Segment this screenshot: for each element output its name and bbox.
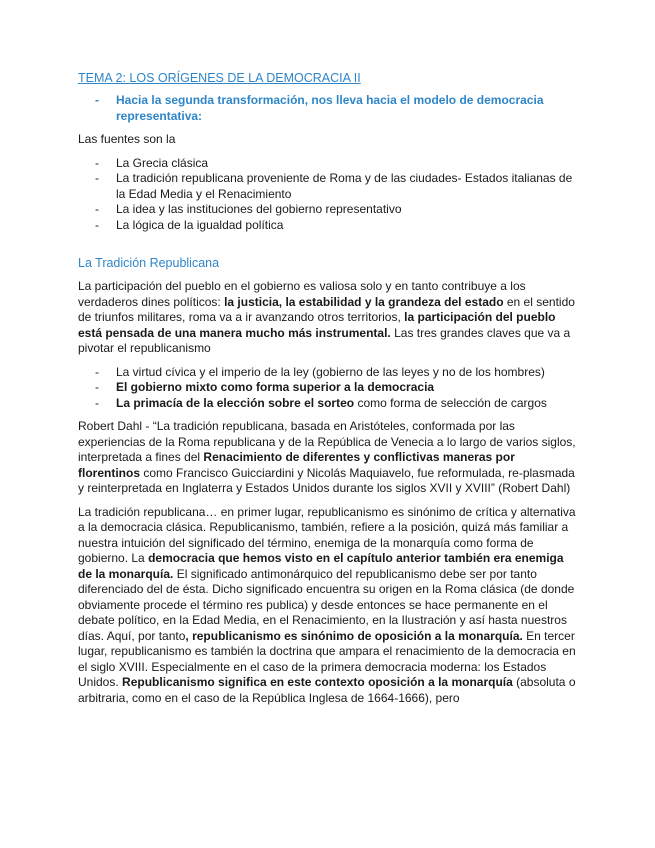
text-run: La tradición republicana… en primer lugar, republicanismo es sinónimo de crítica y alternativa a la democracia clásica. Republicanismo, también, refiere a la posición, quizá más familiar a nuestra intuición del significado del término, enemiga de la monarquía como forma de gobierno. La bbox=[78, 504, 576, 565]
list-item bbox=[78, 218, 578, 234]
text-run: como forma de selección de cargos bbox=[354, 395, 547, 410]
bold-run: Renacimiento de diferentes y conflictivas maneras por florentinos bbox=[78, 450, 515, 480]
sources-list bbox=[78, 156, 578, 234]
list-item bbox=[78, 202, 578, 218]
paragraph-participation bbox=[78, 279, 578, 357]
section-heading: La Tradición Republicana bbox=[78, 256, 220, 270]
bold-run: Republicanismo significa en este contexto oposición a la monarquía bbox=[122, 675, 513, 689]
list-item-text: El gobierno mixto como forma superior a la democracia bbox=[116, 380, 435, 394]
list-item bbox=[78, 156, 578, 172]
keys-list bbox=[78, 365, 578, 412]
text-run: en el sentido de triunfos militares, roma va a ir avanzando otros territorios, bbox=[78, 294, 575, 324]
document-title: TEMA 2: LOS ORÍGENES DE LA DEMOCRACIA II bbox=[78, 71, 361, 85]
text-run: Robert Dahl - “La tradición republicana, basada en Aristóteles, conformada por las experiencias de la Roma republicana y de la República de Venecia a lo largo de varios siglos, interpretada a fines del bbox=[78, 419, 576, 464]
dash-bullet: - bbox=[95, 380, 99, 394]
dash-bullet: - bbox=[95, 155, 99, 170]
list-item bbox=[78, 396, 578, 412]
bold-run: la participación del pueblo está pensada de una manera mucho más instrumental. bbox=[78, 310, 556, 340]
list-item-text: La lógica de la igualdad política bbox=[116, 217, 284, 232]
sources-intro: Las fuentes son la bbox=[78, 132, 176, 146]
text-run: (absoluta o arbitraria, como en el caso de la República Inglesa de 1664-1666), pero bbox=[78, 675, 576, 705]
bold-run: democracia que hemos visto en el capítulo anterior también era enemiga de la monarquía. bbox=[78, 551, 564, 581]
text-run: La participación del pueblo en el gobierno es valiosa solo y en tanto contribuye a los verdaderos dines políticos: bbox=[78, 279, 526, 309]
dash-bullet: - bbox=[95, 395, 99, 410]
subtitle-text: Hacia la segunda transformación, nos lleva hacia el modelo de democracia representativa: bbox=[116, 93, 544, 123]
bold-run: la justicia, la estabilidad y la grandeza del estado bbox=[224, 294, 504, 309]
list-item bbox=[78, 365, 578, 381]
dash-bullet: - bbox=[95, 217, 99, 232]
list-item-text: La tradición republicana proveniente de Roma y de las ciudades- Estados italianas de la Edad Media y el Renacimiento bbox=[116, 171, 573, 201]
list-item bbox=[78, 171, 578, 202]
dash-bullet: - bbox=[95, 202, 99, 216]
subtitle-item bbox=[78, 92, 578, 124]
list-item bbox=[78, 380, 578, 396]
document-page bbox=[78, 70, 578, 714]
text-run: El significado antimonárquico del republicanismo debe ser por tanto diferenciado del de ésta. Dicho significado encuentra su origen en la Roma clásica (de donde obviamente procede el término res publica) y desde entonces se hace permanente en el debate político, en la Edad Media, en el Renacimiento, en la Ilustración y así hasta nuestros días. Aquí, por tanto bbox=[78, 566, 575, 643]
text-run: como Francisco Guicciardini y Nicolás Maquiavelo, fue reformulada, re-plasmada y reinterpretada en Inglaterra y Estados Unidos durante los siglos XVII y XVIII” (Robert Dahl) bbox=[78, 465, 575, 495]
dash-bullet: - bbox=[95, 93, 99, 107]
list-item-text: La Grecia clásica bbox=[116, 155, 209, 170]
text-run: Las tres grandes claves que va a pivotar el republicanismo bbox=[78, 325, 571, 355]
bold-run: , republicanismo es sinónimo de oposición a la monarquía. bbox=[185, 628, 523, 643]
paragraph-republicanism bbox=[78, 505, 578, 707]
text-run: En tercer lugar, republicanismo es también la doctrina que ampara el renacimiento de la democracia en el siglo XVIII. Especialmente en el caso de la primera democracia moderna: los Estados Unidos. bbox=[78, 628, 576, 689]
dash-bullet: - bbox=[95, 364, 99, 379]
paragraph-dahl-quote bbox=[78, 419, 578, 497]
bold-run: La primacía de la elección sobre el sorteo bbox=[116, 395, 355, 410]
list-item-text: La idea y las instituciones del gobierno representativo bbox=[116, 202, 402, 216]
list-item-text: La virtud cívica y el imperio de la ley (gobierno de las leyes y no de los hombres) bbox=[116, 364, 545, 379]
dash-bullet: - bbox=[95, 171, 99, 185]
